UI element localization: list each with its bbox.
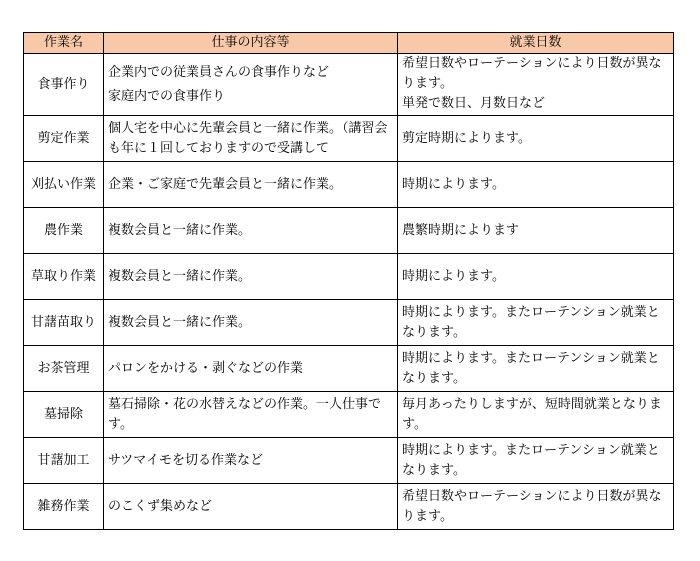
table-row	[24, 346, 674, 392]
table-row	[24, 116, 674, 162]
work-days-cell: 時期によります。またローテンション就業となります。	[398, 346, 674, 392]
work-days-cell: 時期によります。	[398, 254, 674, 300]
table-row	[24, 254, 674, 300]
table-row	[24, 484, 674, 530]
table-row	[24, 208, 674, 254]
work-days-cell: 時期によります。	[398, 162, 674, 208]
work-days-cell	[398, 54, 674, 116]
work-days-cell: 時期によります。またローテンション就業となります。	[398, 438, 674, 484]
work-content-cell	[104, 346, 398, 392]
work-days-text: 希望日数やローテーションにより日数が異なります。	[402, 56, 662, 91]
work-content-cell	[104, 438, 398, 484]
work-content-cell	[104, 116, 398, 162]
header-work-days: 就業日数	[398, 33, 674, 54]
work-name-cell: 食事作り	[24, 54, 104, 116]
table-row	[24, 54, 674, 116]
work-content-cell	[104, 300, 398, 346]
header-row	[24, 33, 674, 54]
work-content-cell	[104, 484, 398, 530]
work-content-cell	[104, 208, 398, 254]
work-table	[23, 32, 674, 530]
work-content-cell	[104, 392, 398, 438]
work-content-text: 複数会員と一緒に作業。	[108, 222, 252, 238]
work-days-text: 単発で数日、月数日など	[402, 96, 546, 111]
work-name-cell: 甘藷加工	[24, 438, 104, 484]
table-row	[24, 438, 674, 484]
work-content-text: 企業・ご家庭で先輩会員と一緒に作業。	[108, 176, 343, 192]
header-work-name: 作業名	[24, 33, 104, 54]
work-name-cell: 剪定作業	[24, 116, 104, 162]
work-content-text: 墓石掃除・花の水替えなどの作業。一人仕事です。	[108, 396, 382, 432]
work-content-text: 企業内での従業員さんの食事作りなど	[108, 64, 330, 80]
work-name-cell: 墓掃除	[24, 392, 104, 438]
work-days-cell: 農繁時期によります	[398, 208, 674, 254]
work-content-text: 複数会員と一緒に作業。	[108, 268, 252, 284]
work-content-cell	[104, 162, 398, 208]
work-content-text: 複数会員と一緒に作業。	[108, 314, 252, 330]
work-content-text: 家庭内での食事作り	[108, 88, 226, 104]
table-row	[24, 162, 674, 208]
header-work-content: 仕事の内容等	[104, 33, 398, 54]
work-content-text: 個人宅を中心に先輩会員と一緒に作業。（講習会も年に１回しておりますので受講して	[108, 120, 388, 156]
work-content-cell	[104, 254, 398, 300]
table-row	[24, 392, 674, 438]
work-content-text: のこくず集めなど	[108, 498, 213, 514]
work-name-cell: 農作業	[24, 208, 104, 254]
work-days-cell: 希望日数やローテーションにより日数が異なります。	[398, 484, 674, 530]
work-name-cell: 雑務作業	[24, 484, 104, 530]
work-content-text: パロンをかける・剥ぐなどの作業	[108, 360, 304, 376]
work-days-cell: 毎月あったりしますが、短時間就業となります。	[398, 392, 674, 438]
work-name-cell: 刈払い作業	[24, 162, 104, 208]
work-days-cell: 時期によります。またローテンション就業となります。	[398, 300, 674, 346]
work-days-cell: 剪定時期によります。	[398, 116, 674, 162]
table-row	[24, 300, 674, 346]
work-content-cell	[104, 54, 398, 116]
work-content-text: サツマイモを切る作業など	[108, 452, 263, 468]
work-name-cell: 甘藷苗取り	[24, 300, 104, 346]
work-name-cell: お茶管理	[24, 346, 104, 392]
work-name-cell: 草取り作業	[24, 254, 104, 300]
